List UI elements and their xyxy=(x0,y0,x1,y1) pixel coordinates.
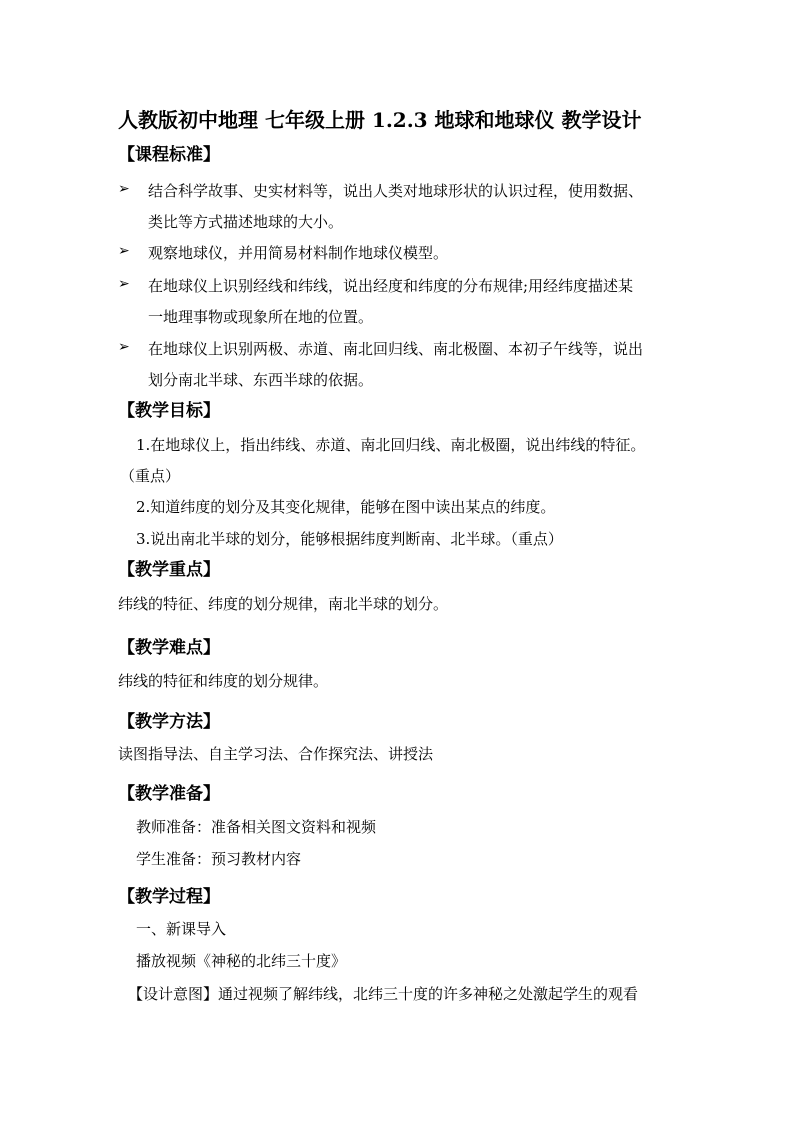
difficulties-heading: 【教学难点】 xyxy=(118,638,220,658)
preparation-teacher: 教师准备：准备相关图文资料和视频 xyxy=(136,818,377,836)
standards-item-1-line-2: 类比等方式描述地球的大小。 xyxy=(148,213,344,231)
standards-item-3-line-2: 一地理事物或现象所在地的位置。 xyxy=(148,308,374,326)
process-step-1: 一、新课导入 xyxy=(136,920,227,938)
objective-1-line-2: （重点） xyxy=(120,467,181,485)
methods-text: 读图指导法、自主学习法、合作探究法、讲授法 xyxy=(118,745,434,763)
key-points-heading: 【教学重点】 xyxy=(118,560,220,580)
bullet-arrow-icon: ➢ xyxy=(118,181,130,197)
objective-2: 2.知道纬度的划分及其变化规律，能够在图中读出某点的纬度。 xyxy=(136,498,556,516)
preparation-heading: 【教学准备】 xyxy=(118,784,220,804)
bullet-arrow-icon: ➢ xyxy=(118,339,130,355)
standards-item-2-line-1: 观察地球仪，并用简易材料制作地球仪模型。 xyxy=(148,244,449,262)
bullet-arrow-icon: ➢ xyxy=(118,243,130,259)
objective-1-line-1: 1.在地球仪上，指出纬线、赤道、南北回归线、南北极圈，说出纬线的特征。 xyxy=(136,436,646,454)
bullet-arrow-icon: ➢ xyxy=(118,276,130,292)
document-title: 人教版初中地理 七年级上册 1.2.3 地球和地球仪 教学设计 xyxy=(118,108,642,132)
standards-item-1-line-1: 结合科学故事、史实材料等，说出人类对地球形状的认识过程，使用数据、 xyxy=(148,182,644,200)
objectives-heading: 【教学目标】 xyxy=(118,401,220,421)
process-design-intent: 【设计意图】通过视频了解纬线，北纬三十度的许多神秘之处激起学生的观看 xyxy=(128,985,639,1003)
objective-3: 3.说出南北半球的划分，能够根据纬度判断南、北半球。（重点） xyxy=(136,530,563,548)
key-points-text: 纬线的特征、纬度的划分规律，南北半球的划分。 xyxy=(118,595,449,613)
standards-item-4-line-2: 划分南北半球、东西半球的依据。 xyxy=(148,371,374,389)
standards-item-3-line-1: 在地球仪上识别经线和纬线，说出经度和纬度的分布规律;用经纬度描述某 xyxy=(148,277,634,295)
preparation-student: 学生准备：预习教材内容 xyxy=(136,850,302,868)
process-video: 播放视频《神秘的北纬三十度》 xyxy=(136,952,347,970)
standards-heading: 【课程标准】 xyxy=(118,145,220,165)
standards-item-4-line-1: 在地球仪上识别两极、赤道、南北回归线、南北极圈、本初子午线等，说出 xyxy=(148,340,644,358)
difficulties-text: 纬线的特征和纬度的划分规律。 xyxy=(118,672,329,690)
methods-heading: 【教学方法】 xyxy=(118,712,220,732)
process-heading: 【教学过程】 xyxy=(118,887,220,907)
